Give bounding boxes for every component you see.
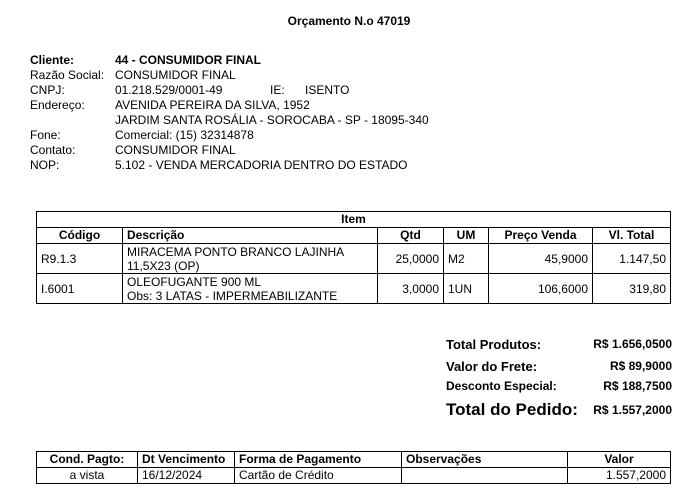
col-preco: Preço Venda xyxy=(489,228,593,244)
desc-line: OLEOFUGANTE 900 ML xyxy=(127,274,262,289)
payment-header-row xyxy=(37,452,671,468)
cell-qtd: 25,0000 xyxy=(378,244,444,274)
col-descricao: Descrição xyxy=(123,228,378,244)
col-forma-pagamento: Forma de Pagamento xyxy=(235,452,402,468)
col-valor: Valor xyxy=(568,452,671,468)
client-label: Cliente: xyxy=(30,53,75,67)
cell-cond: a vista xyxy=(37,468,138,484)
cell-codigo: I.6001 xyxy=(37,274,123,304)
cell-valor: 1.557,2000 xyxy=(568,468,671,484)
cell-qtd: 3,0000 xyxy=(378,274,444,304)
col-codigo: Código xyxy=(37,228,123,244)
cell-forma: Cartão de Crédito xyxy=(235,468,402,484)
frete-row xyxy=(446,359,672,379)
contato-label: Contato: xyxy=(30,143,76,157)
fone-value: Comercial: (15) 32314878 xyxy=(115,128,254,142)
cnpj-label: CNPJ: xyxy=(30,83,65,97)
cell-preco: 106,6000 xyxy=(489,274,593,304)
cell-obs xyxy=(402,468,568,484)
items-table xyxy=(36,211,671,304)
desconto-row xyxy=(446,379,672,399)
total-produtos-label: Total Produtos: xyxy=(446,337,542,352)
total-produtos-row xyxy=(446,337,672,359)
nop-value: 5.102 - VENDA MERCADORIA DENTRO DO ESTADO xyxy=(115,158,408,172)
fone-label: Fone: xyxy=(30,128,61,142)
col-total: Vl. Total xyxy=(593,228,671,244)
contato-value: CONSUMIDOR FINAL xyxy=(115,143,236,157)
table-row xyxy=(37,244,671,274)
totals-block xyxy=(446,337,672,423)
col-qtd: Qtd xyxy=(378,228,444,244)
col-observacoes: Observações xyxy=(402,452,568,468)
endereco-line1: AVENIDA PEREIRA DA SILVA, 1952 xyxy=(115,98,310,112)
cell-venc: 16/12/2024 xyxy=(138,468,235,484)
table-row xyxy=(37,274,671,304)
items-header-row xyxy=(37,228,671,244)
desc-line: Obs: 3 LATAS - IMPERMEABILIZANTE xyxy=(127,288,338,303)
cell-preco: 45,9000 xyxy=(489,244,593,274)
desc-line: MIRACEMA PONTO BRANCO LAJINHA xyxy=(127,244,345,259)
col-cond-pagto: Cond. Pagto: xyxy=(37,452,138,468)
total-pedido-row xyxy=(446,399,672,423)
razao-value: CONSUMIDOR FINAL xyxy=(115,68,236,82)
total-pedido-label: Total do Pedido: xyxy=(446,400,578,419)
col-um: UM xyxy=(444,228,489,244)
frete-value: R$ 89,9000 xyxy=(609,359,672,373)
payment-table xyxy=(36,451,671,484)
cell-um: 1UN xyxy=(444,274,489,304)
cell-total: 1.147,50 xyxy=(593,244,671,274)
ie-value: ISENTO xyxy=(305,83,350,97)
cell-descricao xyxy=(123,274,378,304)
items-caption: Item xyxy=(37,212,671,228)
cnpj-value: 01.218.529/0001-49 xyxy=(115,83,223,97)
total-produtos-value: R$ 1.656,0500 xyxy=(593,337,672,351)
cell-total: 319,80 xyxy=(593,274,671,304)
frete-label: Valor do Frete: xyxy=(446,359,538,374)
col-dt-vencimento: Dt Vencimento xyxy=(138,452,235,468)
desc-line: 11,5X23 (OP) xyxy=(127,258,200,273)
client-value: 44 - CONSUMIDOR FINAL xyxy=(115,53,262,67)
total-pedido-value: R$ 1.557,2000 xyxy=(593,403,672,417)
document-title: Orçamento N.o 47019 xyxy=(287,14,411,28)
nop-label: NOP: xyxy=(30,158,60,172)
ie-label: IE: xyxy=(270,83,285,97)
endereco-label: Endereço: xyxy=(30,98,85,112)
desconto-label: Desconto Especial: xyxy=(446,379,557,393)
razao-label: Razão Social: xyxy=(30,68,105,82)
desconto-value: R$ 188,7500 xyxy=(603,379,672,393)
cell-descricao xyxy=(123,244,378,274)
endereco-line2: JARDIM SANTA ROSÁLIA - SOROCABA - SP - 18095-340 xyxy=(115,113,429,127)
table-row xyxy=(37,468,671,484)
cell-codigo: R9.1.3 xyxy=(37,244,123,274)
cell-um: M2 xyxy=(444,244,489,274)
